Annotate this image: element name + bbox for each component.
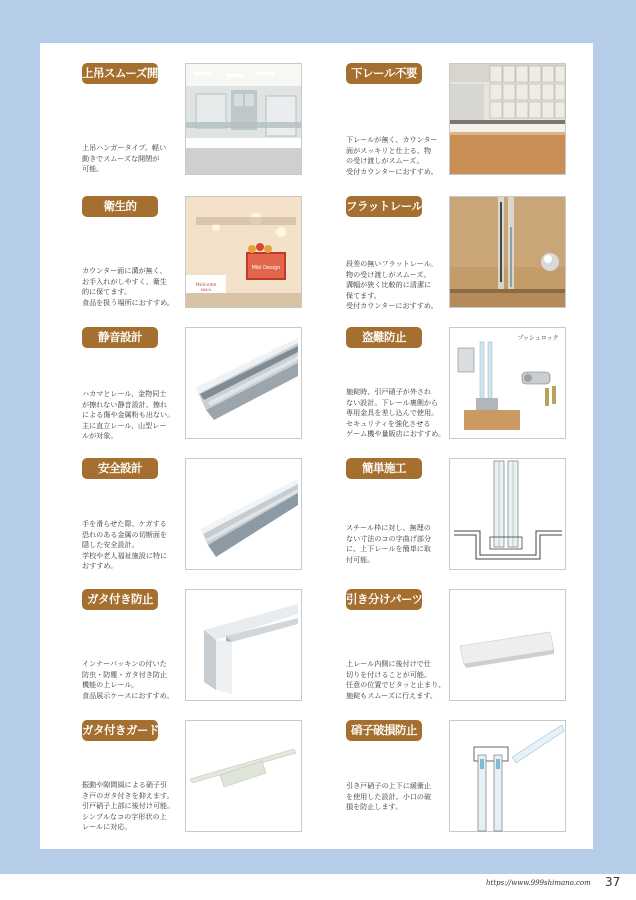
flat-rail-photo — [449, 196, 566, 308]
feature-description: 段差の無いフラットレール。 物の受け渡しがスムーズ。 溝幅が狭く比較的に清潔に 保てます。 受付カウンターにおすすめ。 — [346, 259, 438, 310]
feature-title-badge: 硝子破損防止 — [346, 720, 422, 741]
feature-top-hanging — [46, 43, 322, 173]
feature-divider-parts — [310, 569, 586, 699]
feature-description: ハカマとレール、金物同士 が擦れない静音設計。擦れ による傷や金属粉も出ない。 主に直立レール、山型レー ルが対象。 — [82, 389, 175, 440]
feature-title-badge: 簡単施工 — [346, 458, 422, 479]
packing-rail-image — [185, 589, 302, 701]
feature-title-badge: 引き分けパーツ対応 — [346, 589, 422, 610]
feature-title-badge: フラットレール — [346, 196, 422, 217]
guard-part-image — [185, 720, 302, 832]
feature-description: 手を滑らせた際、ケガする 恐れのある金属の切断面を 隠した安全設計。 学校や老人福祉施設に特に おすすめ。 — [82, 519, 168, 570]
divider-part-image — [449, 589, 566, 701]
feature-easy-installation — [310, 438, 586, 568]
feature-title-badge: 安全設計 — [82, 458, 158, 479]
feature-title-badge: 静音設計 — [82, 327, 158, 348]
feature-description: 上レール内側に後付けで仕 切りを付けることが可能。 任意の位置でピタッと止まり、 施錠もスムーズに行えます。 — [346, 659, 446, 700]
glass-cushion-diagram — [449, 720, 566, 832]
feature-title-badge: 衛生的 — [82, 196, 158, 217]
push-lock-diagram — [449, 327, 566, 439]
feature-description: 上吊ハンガータイプ。軽い 動きでスムーズな開閉が 可能。 — [82, 143, 167, 173]
content-panel — [40, 43, 593, 849]
feature-description: 引き戸硝子の上下に緩衝止 を使用した設計。小口の破 損を防止します。 — [346, 781, 432, 811]
office-partition-photo — [185, 63, 302, 175]
page-number: 37 — [605, 875, 621, 889]
feature-title-badge: ガタ付き防止 — [82, 589, 158, 610]
push-lock-label: プッシュロック — [517, 335, 559, 342]
feature-rattle-prevention — [46, 569, 322, 699]
feature-description: 振動や隙間風による硝子引 き戸のガタ付きを抑えます。 引戸硝子上部に後付け可能。 シンプルなコの字形状の上 レールに対応。 — [82, 780, 175, 831]
feature-description: 下レールが無く、カウンター 面がスッキリと仕上る。物 の受け渡しがスムーズ。 受付カウンターにおすすめ。 — [346, 135, 438, 176]
feature-hygienic — [46, 176, 322, 306]
feature-description: 施錠時、引戸硝子が外され ない設計。下レール裏側から 専用金具を差し込んで使用。 セキュリティを強化させる ゲーム機や量販店におすすめ。 — [346, 387, 446, 438]
feature-title-badge: 下レール不要 — [346, 63, 422, 84]
feature-anti-theft — [310, 307, 586, 437]
feature-title-badge: 上吊スムーズ開閉 — [82, 63, 158, 84]
safety-rail-image — [185, 458, 302, 570]
feature-rattle-guard — [46, 700, 322, 830]
footer-url[interactable]: https://www.999shimano.com — [486, 879, 591, 887]
feature-description: インナーパッキンの付いた 防虫・防塵・ガタ付き防止 機能の上レール。 食品展示ケースにおすすめ。 — [82, 659, 174, 700]
installation-diagram — [449, 458, 566, 570]
feature-title-badge: ガタ付きガード対応 — [82, 720, 158, 741]
welcome-sign-text: Welcome — [195, 283, 217, 288]
feature-description: スチール枠に対し、無理の ない寸法のコの字曲げ部分 に、上下レールを簡単に取 付可能。 — [346, 523, 432, 564]
feature-safety-design — [46, 438, 322, 568]
feature-glass-breakage-prevention — [310, 700, 586, 830]
feature-no-bottom-rail — [310, 43, 586, 176]
feature-description: カウンター面に溝が無く、 お手入れがしやすく、衛生 的に保てます。 食品を扱う場所におすすめ。 — [82, 266, 175, 307]
feature-flat-rail — [310, 176, 586, 310]
feature-title-badge: 盗難防止 — [346, 327, 422, 348]
shop-counter-photo — [185, 196, 302, 308]
welcome-sign-subtext: Miki's — [200, 288, 212, 292]
shop-sign-text: Miki Design — [251, 265, 281, 271]
feature-silent-design — [46, 307, 322, 440]
reception-counter-photo — [449, 63, 566, 175]
aluminium-rail-image — [185, 327, 302, 439]
